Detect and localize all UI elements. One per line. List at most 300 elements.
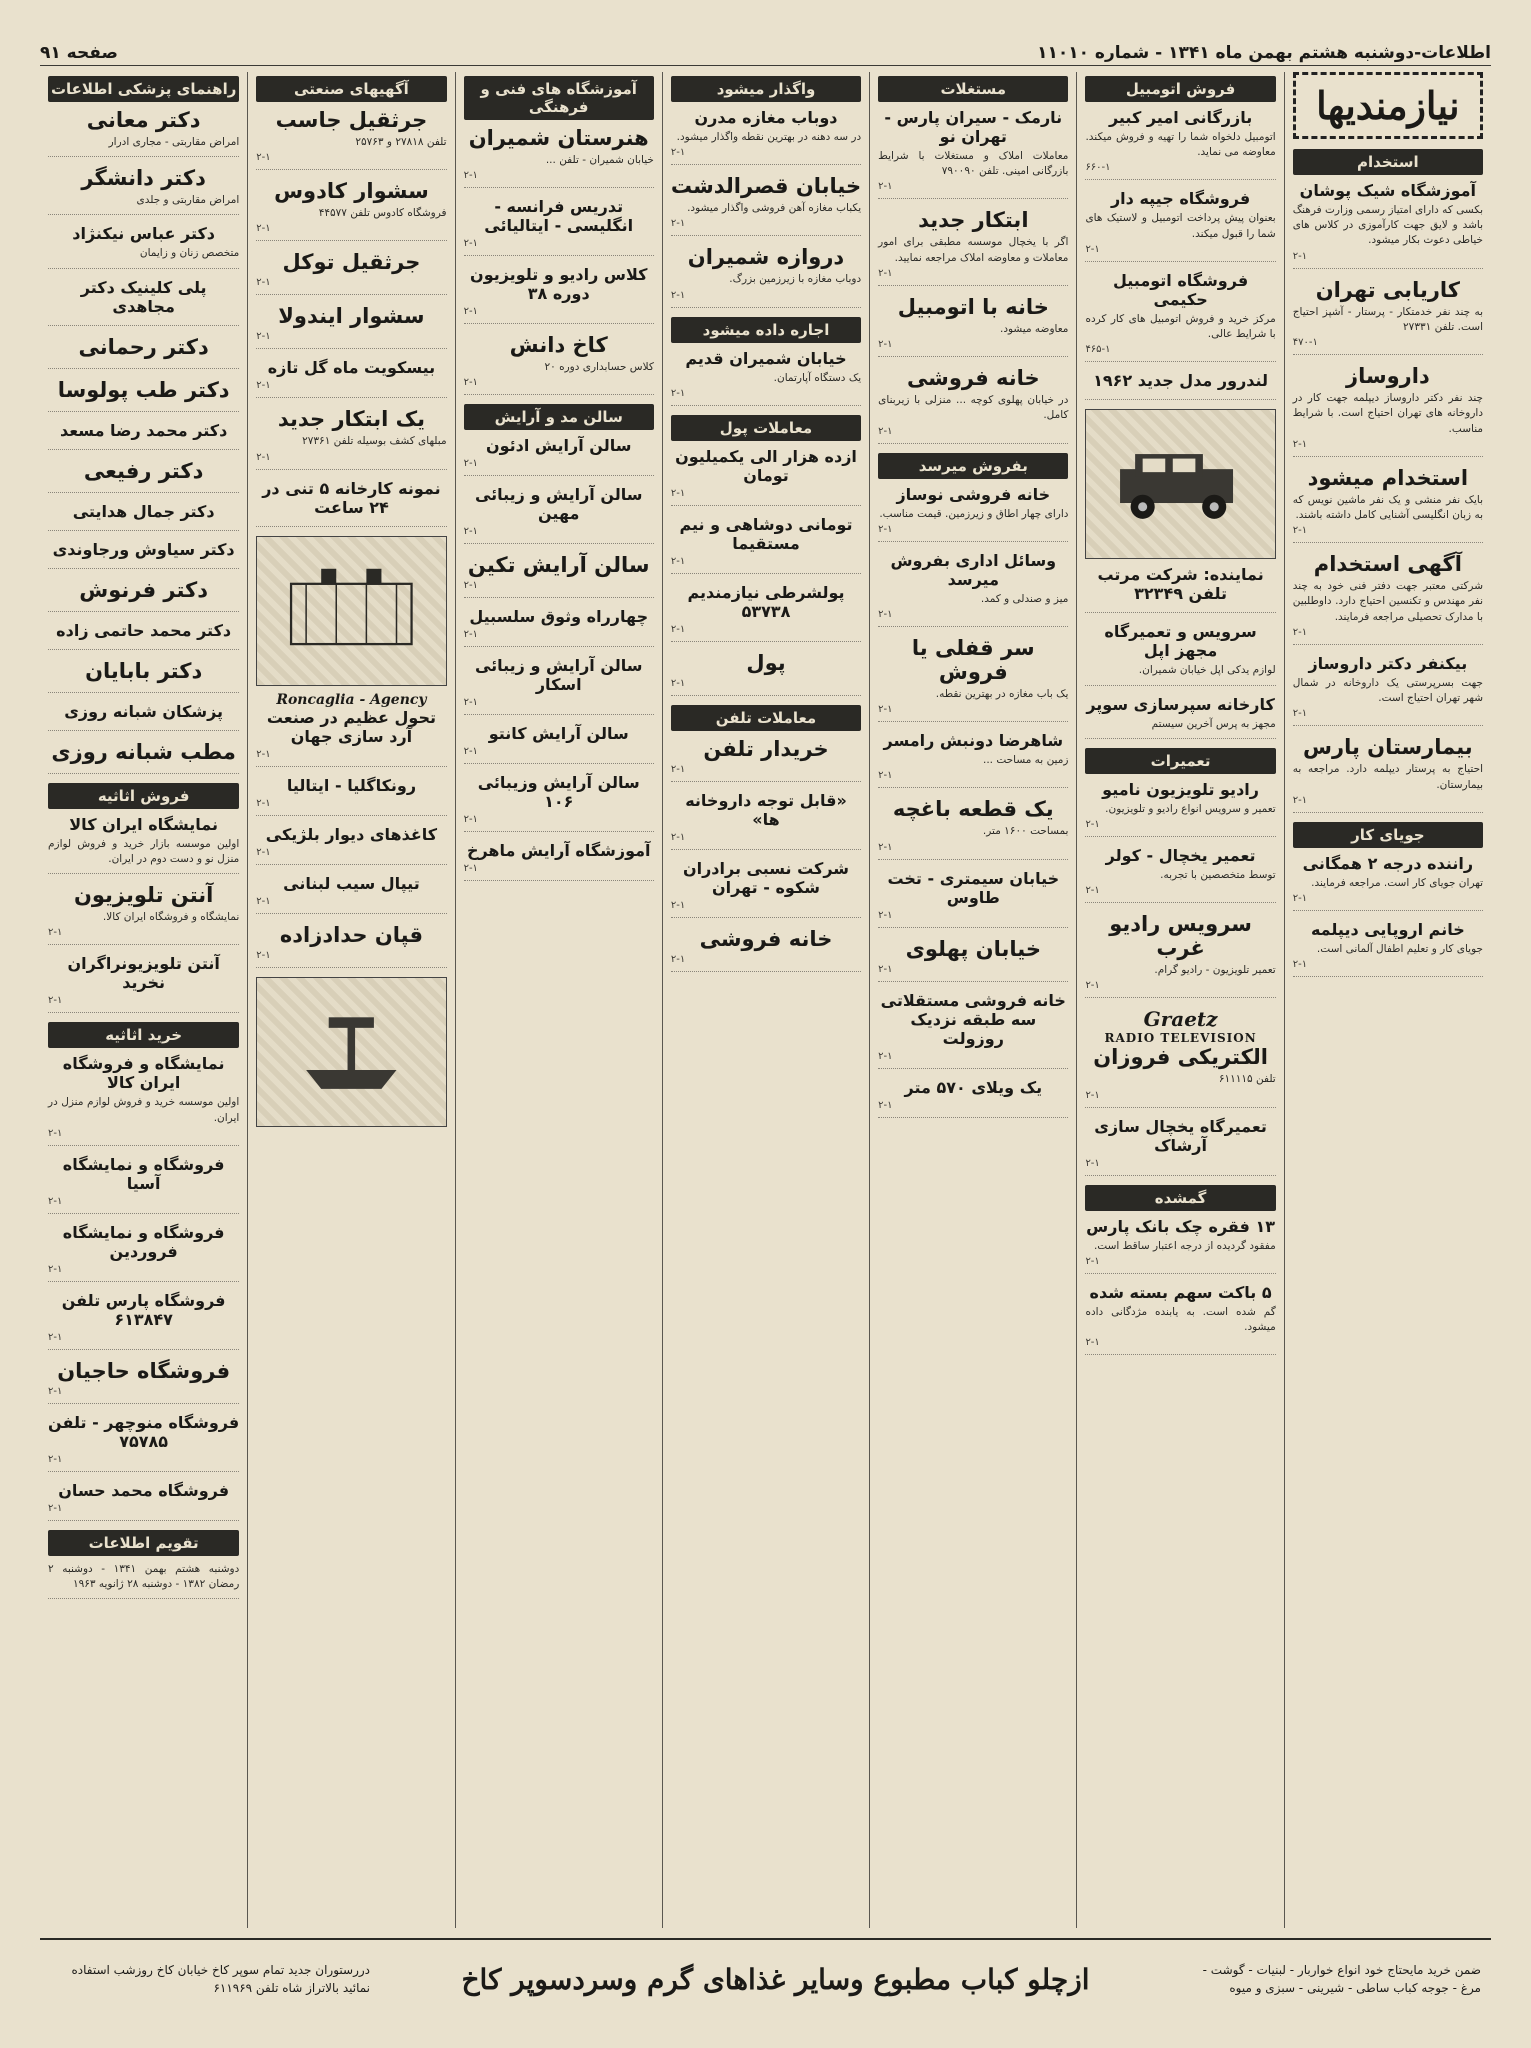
classified-ad bbox=[878, 551, 1068, 627]
ad-title: ازده هزار الی یکمیلیون تومان bbox=[675, 446, 857, 485]
ad-code: ۲-۱ bbox=[256, 223, 271, 235]
ad-title: آموزشگاه شیک پوشان bbox=[1299, 181, 1477, 200]
classified-ad bbox=[48, 740, 239, 774]
graetz-brand-name: Graetz bbox=[1143, 1007, 1218, 1032]
ad-code: ۲-۱ bbox=[670, 555, 686, 567]
ad-body: تلفن ۶۱۱۱۱۵ bbox=[1218, 1073, 1276, 1086]
classified-ad bbox=[671, 108, 861, 165]
ad-code: ۲-۱ bbox=[878, 181, 893, 193]
ad-code: ۲-۱ bbox=[463, 814, 478, 826]
ad-code: ۲-۱ bbox=[463, 746, 478, 758]
ad-code: ۲-۱ bbox=[48, 1331, 63, 1343]
ad-code: ۲-۱ bbox=[878, 909, 893, 921]
classified-ad bbox=[878, 937, 1068, 982]
masthead-right: اطلاعات-دوشنبه هشتم بهمن ماه ۱۳۴۱ - شماره ۱۱۰۱۰ bbox=[1037, 42, 1491, 63]
ad-code: ۲-۱ bbox=[1085, 1255, 1100, 1267]
ad-title: سالن آرایش و زیبائی مهین bbox=[474, 485, 643, 524]
ad-title: لندرور مدل جدید ۱۹۶۲ bbox=[1093, 371, 1269, 391]
section-heading: فروش اتومبیل bbox=[1085, 76, 1275, 102]
footer-left-text: دررستوران جدید تمام سوپر کاخ خیابان کاخ روزشب استفاده نمائید بالاتراز شاه تلفن ۶۱۱۹۶۹ bbox=[71, 1963, 371, 1995]
classified-ad bbox=[464, 485, 654, 544]
ad-title: خانه فروشی bbox=[906, 366, 1040, 391]
ad-title: آموزشگاه آرایش ماهرخ bbox=[466, 841, 651, 861]
ad-title: هنرستان شمیران bbox=[468, 126, 649, 150]
ad-body: یک باب مغازه در بهترین نقطه. bbox=[935, 687, 1069, 700]
ad-title: آگهی استخدام bbox=[1313, 552, 1462, 577]
ad-title: دوباب مغازه مدرن bbox=[694, 108, 838, 127]
ad-code: ۲-۱ bbox=[1085, 243, 1100, 255]
ad-title: فروشگاه و نمایشگاه فروردین bbox=[62, 1222, 225, 1261]
ad-title: پلی کلینیک دکتر مجاهدی bbox=[80, 277, 207, 316]
ad-code: ۲-۱ bbox=[48, 1453, 63, 1465]
classified-ad bbox=[48, 954, 239, 1013]
classified-ad bbox=[1293, 466, 1483, 543]
classified-ad bbox=[1085, 1045, 1275, 1107]
ad-body: مرکز خرید و فروش اتومبیل های کار کرده با شرایط عالی. bbox=[1085, 312, 1276, 341]
ad-code: ۲-۱ bbox=[670, 763, 686, 775]
ad-title: بیمارستان پارس bbox=[1303, 735, 1473, 760]
classified-ad bbox=[671, 447, 861, 506]
ad-code: ۲-۱ bbox=[48, 1502, 63, 1514]
classified-ad bbox=[48, 335, 239, 369]
ad-code: ۲-۱ bbox=[463, 377, 478, 389]
classified-ad bbox=[878, 108, 1068, 199]
ad-body: میز و صندلی و کمد. bbox=[980, 592, 1069, 605]
ad-body: شرکتی معتبر جهت دفتر فنی خود به چند نفر مهندس و تکنسین احتیاج دارد. داوطلبین با مدارک تحصیلی مراجعه فرمایند. bbox=[1292, 580, 1483, 623]
classified-ad bbox=[48, 108, 239, 157]
ad-body: اولین موسسه خرید و فروش لوازم منزل در ایران. bbox=[48, 1096, 240, 1124]
classified-ad bbox=[48, 1223, 239, 1282]
weighing-scale-icon bbox=[276, 992, 427, 1110]
ad-title: دکتر طب پولوسا bbox=[57, 377, 230, 402]
ad-code: ۲-۱ bbox=[670, 677, 686, 689]
section-heading: جویای کار bbox=[1293, 822, 1483, 848]
classified-ad bbox=[48, 659, 239, 693]
ad-title: خانه فروشی مستقلاتی سه طبقه نزدیک روزولت bbox=[880, 990, 1066, 1048]
ad-title: کارخانه سپرسازی سوپر bbox=[1086, 694, 1275, 714]
classified-ad bbox=[256, 708, 446, 767]
ad-title: فروشگاه پارس تلفن ۶۱۳۸۴۷ bbox=[61, 1290, 226, 1329]
ad-title: رادیو تلویزیون نامیو bbox=[1102, 779, 1259, 799]
ad-code: ۲-۱ bbox=[670, 218, 686, 230]
classified-ad bbox=[48, 1155, 239, 1214]
ad-title: دکتر محمد حاتمی زاده bbox=[56, 620, 232, 640]
ad-code: ۲-۱ bbox=[1085, 1337, 1100, 1349]
section-heading: تقویم اطلاعات bbox=[48, 1530, 239, 1556]
classified-ad bbox=[1085, 271, 1275, 362]
classified-ad bbox=[671, 583, 861, 642]
section-heading: راهنمای پزشکی اطلاعات bbox=[48, 76, 239, 102]
car-illustration bbox=[1085, 409, 1275, 559]
section-heading: آموزشگاه های فنی و فرهنگی bbox=[464, 76, 654, 120]
graetz-brand-sub: RADIO TELEVISION bbox=[1104, 1031, 1257, 1046]
classified-ad bbox=[48, 1562, 239, 1599]
classified-ad bbox=[878, 485, 1068, 542]
classified-ad bbox=[671, 515, 861, 574]
ad-code: ۲-۱ bbox=[256, 797, 271, 809]
ad-title: سرویس و تعمیرگاه مجهز اپل bbox=[1104, 622, 1257, 661]
column-6 bbox=[247, 72, 454, 1928]
ad-title: تعمیرگاه یخچال سازی آرشاک bbox=[1094, 1116, 1267, 1155]
ad-title: خانم اروپایی دیپلمه bbox=[1310, 919, 1465, 939]
classified-ad bbox=[48, 502, 239, 531]
classifieds-banner: نیازمندیها bbox=[1293, 72, 1483, 139]
section-heading: بفروش میرسد bbox=[878, 453, 1068, 479]
ad-code: ۲-۱ bbox=[463, 238, 478, 250]
page-number: صفحه ۹۱ bbox=[40, 42, 118, 63]
classified-ad bbox=[464, 333, 654, 395]
ad-title: فروشگاه جیپه دار bbox=[1110, 189, 1251, 209]
ad-code: ۲-۱ bbox=[1292, 959, 1308, 971]
footer-banner bbox=[40, 1938, 1491, 2018]
ad-body: جهت بسرپرستی یک داروخانه در شمال شهر تهران احتیاج است. bbox=[1292, 676, 1483, 705]
ad-title: تومانی دوشاهی و نیم مستقیما bbox=[679, 514, 853, 553]
masthead bbox=[40, 40, 1491, 66]
ad-body: احتیاج به پرستار دیپلمه دارد. مراجعه به بیمارستان. bbox=[1292, 763, 1483, 791]
ad-title: بازرگانی امیر کبیر bbox=[1108, 108, 1253, 127]
ad-title: ابتکار جدید bbox=[918, 208, 1029, 233]
classified-ad bbox=[878, 295, 1068, 357]
ad-title: جرثقیل توکل bbox=[282, 250, 421, 275]
ad-title: شرکت نسبی برادران شکوه - تهران bbox=[682, 858, 850, 897]
classified-ad bbox=[256, 108, 446, 170]
ad-code: ۲-۱ bbox=[670, 147, 686, 159]
ad-title: کاریابی تهران bbox=[1315, 277, 1461, 302]
classified-ad bbox=[1293, 654, 1483, 726]
classified-ad bbox=[878, 797, 1068, 859]
ad-code: ۲-۱ bbox=[878, 267, 893, 279]
ad-body: اتومبیل دلخواه شما را تهیه و فروش میکند. معاوضه می نماید. bbox=[1085, 131, 1276, 159]
ad-title: پزشکان شبانه روزی bbox=[64, 701, 224, 721]
classified-ad bbox=[464, 656, 654, 715]
ad-body: مبلهای کشف بوسیله تلفن ۲۷۳۶۱ bbox=[302, 435, 447, 448]
ad-code: ۲-۱ bbox=[48, 1385, 63, 1397]
ad-code: ۲-۱ bbox=[878, 841, 893, 853]
classified-ad bbox=[1085, 622, 1275, 685]
section-heading: معاملات پول bbox=[671, 415, 861, 441]
ad-code: ۲-۱ bbox=[256, 846, 271, 858]
ad-title: خانه فروشی نوساز bbox=[896, 484, 1051, 504]
ad-title: آنتن تلویزیون bbox=[73, 883, 214, 908]
classified-ad bbox=[878, 636, 1068, 722]
classified-ad bbox=[671, 927, 861, 972]
ad-title: دکتر سیاوش ورجاوندی bbox=[52, 539, 235, 559]
classified-ad bbox=[1085, 189, 1275, 261]
ad-title: خیابان قصرالدشت bbox=[670, 174, 862, 199]
classified-ad bbox=[1085, 565, 1275, 613]
ad-title: پولشرطی نیازمندیم ۵۳۷۳۸ bbox=[687, 582, 845, 621]
classified-ad bbox=[878, 208, 1068, 285]
ad-title: وسائل اداری بفروش میرسد bbox=[890, 550, 1057, 589]
classified-ad bbox=[878, 366, 1068, 443]
ad-title: نمایشگاه ایران کالا bbox=[69, 814, 219, 834]
classified-ad bbox=[671, 349, 861, 406]
ad-body: فروشگاه کادوس تلفن ۴۴۵۷۷ bbox=[318, 207, 447, 220]
classified-ad bbox=[256, 874, 446, 914]
ad-title: دکتر دانشگر bbox=[81, 166, 206, 191]
ad-title: فروشگاه محمد حسان bbox=[58, 1480, 230, 1500]
classified-ad bbox=[464, 607, 654, 647]
ad-code: ۲-۱ bbox=[256, 949, 271, 961]
ad-title: جرثقیل جاسب bbox=[275, 108, 428, 132]
ad-code: ۲-۱ bbox=[878, 704, 893, 716]
classified-ad bbox=[48, 1413, 239, 1472]
classified-ad bbox=[671, 174, 861, 236]
ad-title: سشوار کادوس bbox=[274, 179, 429, 204]
classified-ad bbox=[256, 304, 446, 349]
ad-code: ۲-۱ bbox=[1085, 1089, 1100, 1101]
classified-ad bbox=[464, 553, 654, 598]
classified-ad bbox=[48, 540, 239, 569]
column-1 bbox=[1284, 72, 1491, 1928]
ad-body: بمساحت ۱۶۰۰ متر. bbox=[982, 825, 1069, 838]
classified-ad bbox=[1293, 920, 1483, 977]
ad-body: دوشنبه هشتم بهمن ۱۳۴۱ - دوشنبه ۲ رمضان ۱۳۸۲ - دوشنبه ۲۸ ژانویه ۱۹۶۳ bbox=[48, 1562, 240, 1590]
classified-ad bbox=[464, 197, 654, 256]
section-heading: سالن مد و آرایش bbox=[464, 404, 654, 430]
ad-title: داروساز bbox=[1345, 364, 1430, 389]
ad-title: یک ابتکار جدید bbox=[277, 407, 425, 432]
ad-title: شاهرضا دونبش رامسر bbox=[883, 731, 1064, 751]
ad-code: ۲-۱ bbox=[256, 380, 271, 392]
ad-title: دروازه شمیران bbox=[687, 245, 845, 270]
classified-ad bbox=[256, 923, 446, 968]
ad-code: ۲-۱ bbox=[878, 1050, 893, 1062]
ad-code: ۲-۱ bbox=[670, 623, 686, 635]
ad-title: خیابان سیمتری - تخت طاوس bbox=[887, 868, 1060, 907]
ad-body: زمین به مساحت ... bbox=[983, 754, 1069, 767]
ad-code: ۲-۱ bbox=[878, 1099, 893, 1111]
column-4 bbox=[662, 72, 869, 1928]
ad-code: ۲-۱ bbox=[48, 1127, 63, 1139]
classified-ad bbox=[464, 841, 654, 881]
ad-code: ۲-۱ bbox=[878, 425, 893, 437]
ad-title: سرویس رادیو غرب bbox=[1109, 912, 1252, 961]
ad-body: اولین موسسه بازار خرید و فروش لوازم منزل نو و دست دوم در ایران. bbox=[48, 837, 240, 865]
classified-ad bbox=[464, 436, 654, 476]
classified-ad bbox=[671, 245, 861, 307]
ad-body: تلفن ۲۷۸۱۸ و ۲۵۷۶۳ bbox=[355, 136, 447, 148]
ad-code: ۴۶۵-۱ bbox=[1085, 344, 1111, 356]
ad-body: دوباب مغازه با زیرزمین بزرگ. bbox=[729, 273, 862, 286]
ad-title: سالن آرایش تکین bbox=[467, 553, 650, 578]
ad-title: دکتر جمال هدایتی bbox=[72, 501, 215, 521]
ad-body: بعنوان پیش پرداخت اتومبیل و لاستیک های شما را قبول میکند. bbox=[1085, 212, 1276, 240]
ad-title: تحول عظیم در صنعت آرد سازی جهان bbox=[266, 707, 436, 746]
ad-body: یکباب مغازه آهن فروشی واگذار میشود. bbox=[687, 202, 862, 215]
ad-body: تعمیر تلویزیون - رادیو گرام. bbox=[1154, 964, 1276, 977]
classified-ad bbox=[256, 250, 446, 295]
classified-ad bbox=[256, 776, 446, 816]
ad-body: به چند نفر خدمتکار - پرستار - آشپز احتیاج است. تلفن ۲۷۳۳۱ bbox=[1292, 305, 1483, 333]
ad-title: خانه با اتومبیل bbox=[897, 294, 1049, 319]
ad-code: ۲-۱ bbox=[463, 526, 478, 538]
ad-body: در سه دهنه در بهترین نقطه واگذار میشود. bbox=[676, 131, 862, 143]
ad-title: رونکاگلیا - ایتالیا bbox=[286, 775, 417, 795]
ad-title: «قابل توجه داروخانه ها» bbox=[685, 790, 847, 829]
ad-code: ۲-۱ bbox=[670, 899, 686, 911]
classified-ad bbox=[878, 869, 1068, 928]
ad-title: چهارراه وثوق سلسبیل bbox=[469, 607, 649, 627]
classified-ad bbox=[1085, 695, 1275, 739]
ad-code: ۲-۱ bbox=[670, 953, 686, 965]
classified-ad bbox=[464, 724, 654, 764]
ad-title: یک ویلای ۵۷۰ متر bbox=[904, 1077, 1043, 1097]
ad-body: تعمیر و سرویس انواع رادیو و تلویزیون. bbox=[1105, 802, 1276, 815]
ad-body: امراض مقاربتی و جلدی bbox=[136, 194, 240, 207]
classified-ad bbox=[48, 459, 239, 493]
scale-illustration bbox=[256, 977, 446, 1127]
classified-ad bbox=[256, 407, 446, 469]
ad-title: خیابان پهلوی bbox=[905, 936, 1041, 961]
ad-title: راننده درجه ۲ همگانی bbox=[1302, 853, 1474, 873]
column-3 bbox=[869, 72, 1076, 1928]
section-heading: گمشده bbox=[1085, 1185, 1275, 1211]
classified-ad bbox=[48, 166, 239, 215]
classified-ad bbox=[1293, 364, 1483, 457]
ad-code: ۲-۱ bbox=[463, 170, 478, 182]
classified-ad bbox=[256, 825, 446, 865]
ad-title: استخدام میشود bbox=[1307, 465, 1469, 490]
ad-title: دکتر بابایان bbox=[85, 658, 203, 683]
classified-ad bbox=[48, 883, 239, 945]
ad-body: جویای کار و تعلیم اطفال آلمانی است. bbox=[1316, 942, 1483, 955]
section-heading: مستغلات bbox=[878, 76, 1068, 102]
ad-title: دکتر رفیعی bbox=[83, 458, 204, 483]
ad-code: ۲-۱ bbox=[878, 963, 893, 975]
ad-body: دارای چهار اطاق و زیرزمین. قیمت مناسب. bbox=[879, 507, 1069, 520]
ad-code: ۲-۱ bbox=[463, 863, 478, 875]
ad-title: نارمک - سیران پارس - تهران نو bbox=[884, 108, 1063, 146]
ad-body: در خیابان پهلوی کوچه ... منزلی با زیربنای کامل. bbox=[878, 394, 1069, 422]
mill-caption: Roncaglia - Agency bbox=[276, 691, 427, 708]
ad-title: قپان حدادزاده bbox=[279, 922, 424, 947]
ad-title: فروشگاه و نمایشگاه آسیا bbox=[62, 1154, 225, 1193]
ad-code: ۲-۱ bbox=[48, 995, 63, 1007]
ad-title: تدریس فرانسه - انگلیسی - ایتالیائی bbox=[484, 197, 634, 236]
ad-code: ۲-۱ bbox=[670, 487, 686, 499]
ad-body: مفقود گردیده از درجه اعتبار ساقط است. bbox=[1093, 1239, 1276, 1252]
classified-ad bbox=[48, 621, 239, 650]
ad-title: یک قطعه باغچه bbox=[892, 797, 1054, 822]
classified-ad bbox=[464, 773, 654, 832]
section-heading: تعمیرات bbox=[1085, 748, 1275, 774]
classified-ad bbox=[878, 731, 1068, 788]
classified-ad bbox=[48, 1359, 239, 1404]
ad-title: نمایشگاه و فروشگاه ایران کالا bbox=[62, 1054, 225, 1093]
ad-code: ۲-۱ bbox=[670, 289, 686, 301]
classified-ad bbox=[1085, 912, 1275, 998]
ad-title: دکتر فرنوش bbox=[79, 577, 209, 602]
column-2 bbox=[1076, 72, 1283, 1928]
section-heading: آگهیهای صنعتی bbox=[256, 76, 446, 102]
ad-body: معاملات املاک و مستغلات با شرایط بازرگانی امینی. تلفن ۷۹۰۰۹۰ bbox=[878, 150, 1069, 178]
ad-body: معاوضه میشود. bbox=[999, 322, 1069, 335]
ad-title: پول bbox=[746, 650, 786, 675]
ad-code: ۲-۱ bbox=[256, 451, 271, 463]
ad-title: دکتر معانی bbox=[86, 108, 201, 132]
classified-ad bbox=[878, 1078, 1068, 1118]
ad-code: ۲-۱ bbox=[878, 770, 893, 782]
ad-code: ۲-۱ bbox=[1085, 980, 1100, 992]
ad-title: بیکنفر دکتر داروساز bbox=[1308, 653, 1468, 673]
classified-ad bbox=[48, 224, 239, 268]
classified-ad bbox=[1085, 1117, 1275, 1176]
ad-code: ۲-۱ bbox=[1292, 525, 1308, 537]
section-heading: خرید اثاثیه bbox=[48, 1022, 239, 1048]
ad-code: ۲-۱ bbox=[878, 523, 893, 535]
ad-body: امراض مقاربتی - مجاری ادرار bbox=[108, 136, 240, 148]
ad-code: ۲-۱ bbox=[1292, 794, 1308, 806]
classified-ad bbox=[1293, 854, 1483, 911]
classified-ad bbox=[464, 126, 654, 188]
ad-code: ۲-۱ bbox=[1292, 626, 1308, 638]
ad-body: نمایشگاه و فروشگاه ایران کالا. bbox=[102, 911, 240, 924]
ad-code: ۲-۱ bbox=[878, 339, 893, 351]
ad-code: ۲-۱ bbox=[256, 152, 271, 164]
ad-body: اگر با یخچال موسسه مطبقی برای امور معاملات و معاوضه املاک مراجعه نمایید. bbox=[878, 236, 1069, 264]
ad-title: فروشگاه حاجیان bbox=[57, 1358, 231, 1383]
ad-body: گم شده است. به یابنده مژدگانی داده میشود. bbox=[1085, 1305, 1276, 1334]
classified-ad bbox=[48, 578, 239, 612]
ad-title: ۱۳ فقره چک بانک پارس bbox=[1086, 1216, 1275, 1236]
ad-title: دکتر رحمانی bbox=[78, 334, 209, 359]
classified-ad bbox=[256, 479, 446, 527]
ad-title: سالن آرایش و زیبائی اسکار bbox=[474, 656, 643, 695]
classified-ad bbox=[1085, 846, 1275, 903]
ad-code: ۲-۱ bbox=[1292, 892, 1308, 904]
ad-code: ۲-۱ bbox=[256, 277, 271, 289]
ad-title: کاخ دانش bbox=[509, 333, 608, 358]
ad-title: خیابان شمیران قدیم bbox=[685, 348, 847, 368]
ad-title: دکتر محمد رضا مسعد bbox=[60, 420, 228, 440]
ad-title: کاغذهای دیوار بلژیکی bbox=[265, 824, 438, 844]
ad-body: لوازم یدکی اپل خیابان شمیران. bbox=[1138, 664, 1276, 677]
ad-body: خیابان شمیران - تلفن ... bbox=[545, 154, 654, 166]
classified-ad bbox=[464, 265, 654, 324]
classified-ad bbox=[878, 991, 1068, 1069]
ad-title: ۵ باکت سهم بسته شده bbox=[1089, 1282, 1272, 1302]
classified-ad bbox=[1293, 181, 1483, 269]
ad-title: دکتر عباس نیکنژاد bbox=[72, 224, 215, 244]
ad-code: ۲-۱ bbox=[256, 895, 271, 907]
ad-title: سالن آرایش وزیبائی ۱۰۶ bbox=[477, 773, 640, 812]
classified-ad bbox=[48, 1481, 239, 1521]
section-heading: واگذار میشود bbox=[671, 76, 861, 102]
ad-title: سالن آرایش ادئون bbox=[485, 436, 632, 456]
ad-code: ۲-۱ bbox=[48, 1195, 63, 1207]
classified-ad bbox=[671, 859, 861, 918]
ad-body: بایک نفر منشی و یک نفر ماشین نویس که به زبان انگلیسی آشنایی کامل داشته باشند. bbox=[1292, 493, 1483, 521]
ad-title: سر قفلی یا فروش bbox=[911, 635, 1035, 684]
classified-ad bbox=[48, 815, 239, 874]
ad-code: ۲-۱ bbox=[1085, 818, 1100, 830]
column-7 bbox=[40, 72, 247, 1928]
ad-code: ۲-۱ bbox=[256, 748, 271, 760]
mill-illustration bbox=[256, 536, 446, 686]
classified-ad bbox=[1085, 1217, 1275, 1274]
section-heading: استخدام bbox=[1293, 149, 1483, 175]
ad-columns bbox=[40, 72, 1491, 1928]
ad-title: سشوار ایندولا bbox=[278, 304, 425, 329]
ad-code: ۲-۱ bbox=[1085, 1157, 1100, 1169]
ad-title: فروشگاه منوچهر - تلفن ۷۵۷۸۵ bbox=[48, 1412, 240, 1451]
ad-title: کلاس رادیو و تلویزیون دوره ۳۸ bbox=[470, 265, 648, 304]
ad-title: آنتن تلویزیونراگران نخرید bbox=[67, 954, 220, 993]
classified-ad bbox=[671, 791, 861, 850]
ad-body: مجهز به پرس آخرین سیستم bbox=[1151, 717, 1276, 730]
ad-code: ۲-۱ bbox=[256, 331, 271, 343]
